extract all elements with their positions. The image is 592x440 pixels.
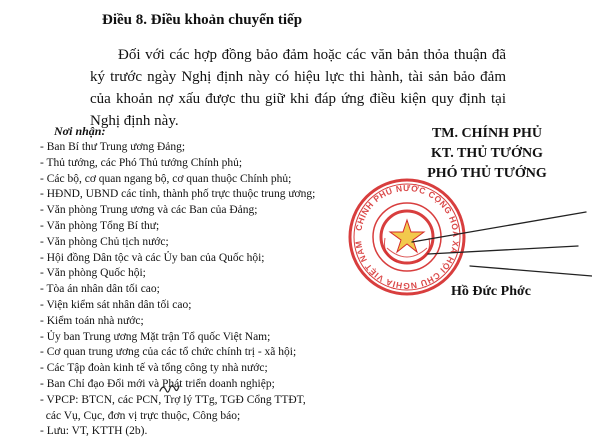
- recipient-item: - Kiểm toán nhà nước;: [40, 314, 144, 327]
- recipient-item: - Cơ quan trung ương của các tổ chức chính trị - xã hội;: [40, 346, 297, 359]
- signer-name: Hồ Đức Phớc: [451, 284, 531, 299]
- recipient-item: - HĐND, UBND các tỉnh, thành phố trực thuộc trung ương;: [40, 188, 316, 201]
- recipient-item: - Các bộ, cơ quan ngang bộ, cơ quan thuộc Chính phủ;: [40, 172, 292, 185]
- recipient-item: - Ban Bí thư Trung ương Đảng;: [40, 141, 186, 153]
- article-body: Đối với các hợp đồng bảo đảm hoặc các văn bản thỏa thuận đã ký trước ngày Nghị định này có hiệu lực thi hành, tài sản bảo đảm của khoản nợ xấu được thu giữ khi đáp ứng điều kiện quy định tại Nghị định này.: [90, 47, 506, 129]
- seal-lettering: CHÍNH PHỦ NƯỚC CỘNG HÒA XÃ HỘI CHỦ NGHĨA VIỆT NAM: [353, 182, 462, 292]
- handwritten-signature-icon: [410, 206, 592, 286]
- handwritten-initials-icon: [158, 382, 180, 396]
- recipient-item: - Ban Chỉ đạo Đổi mới và Phát triển doanh nghiệp;: [40, 377, 275, 390]
- recipient-item: - VPCP: BTCN, các PCN, Trợ lý TTg, TGĐ Cổng TTĐT,: [40, 393, 306, 406]
- signature-line-3: PHÓ THỦ TƯỚNG: [427, 166, 547, 181]
- article-title: Điều 8. Điều khoản chuyển tiếp: [102, 12, 303, 28]
- recipient-item: - Văn phòng Trung ương và các Ban của Đảng;: [40, 204, 258, 217]
- recipient-item: - Thủ tướng, các Phó Thủ tướng Chính phủ;: [40, 156, 243, 169]
- signature-line-1: TM. CHÍNH PHỦ: [431, 126, 543, 141]
- recipient-item: - Viện kiểm sát nhân dân tối cao;: [40, 298, 192, 311]
- recipients-title: Nơi nhận:: [54, 124, 106, 138]
- recipient-item: - Lưu: VT, KTTH (2b).: [40, 425, 148, 438]
- recipient-item: - Các Tập đoàn kinh tế và tổng công ty nhà nước;: [40, 362, 268, 375]
- recipient-item: các Vụ, Cục, đơn vị trực thuộc, Công báo;: [40, 409, 241, 422]
- recipient-item: - Văn phòng Chủ tịch nước;: [40, 235, 169, 248]
- recipient-item: - Ủy ban Trung ương Mặt trận Tổ quốc Việt Nam;: [40, 330, 271, 343]
- signature-line-2: KT. THỦ TƯỚNG: [431, 146, 543, 161]
- recipient-item: - Hội đồng Dân tộc và các Ủy ban của Quốc hội;: [40, 251, 265, 264]
- recipient-item: - Văn phòng Quốc hội;: [40, 267, 146, 280]
- signature-block: [402, 124, 572, 184]
- recipient-item: - Tòa án nhân dân tối cao;: [40, 283, 160, 296]
- recipient-item: - Văn phòng Tổng Bí thư;: [40, 219, 160, 232]
